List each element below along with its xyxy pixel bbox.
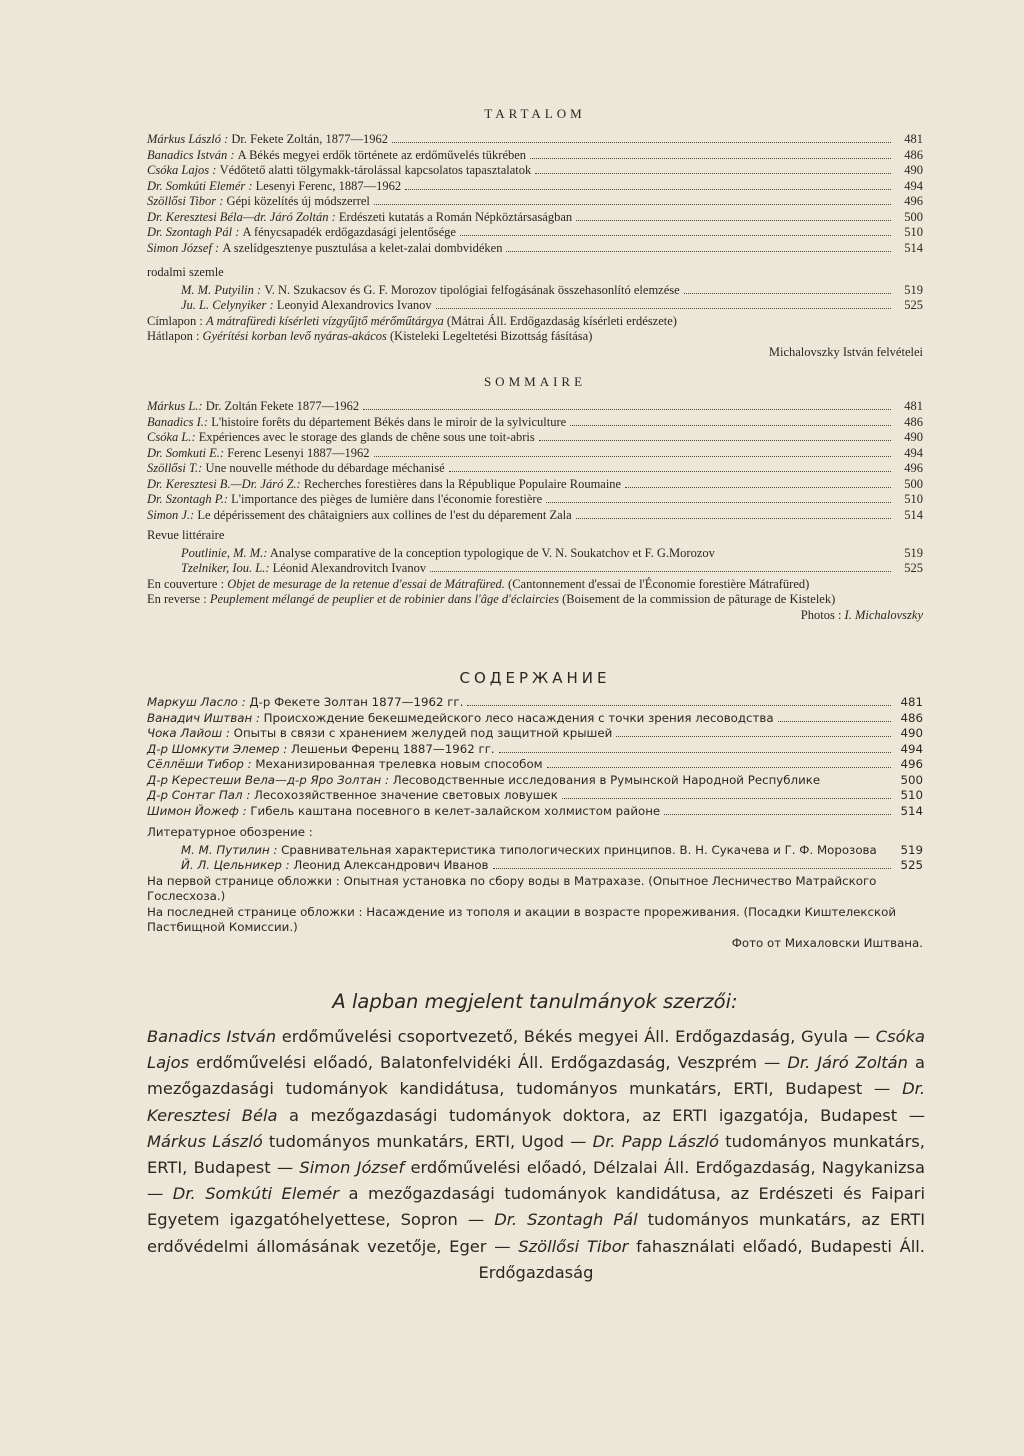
leader-dots <box>430 570 891 572</box>
toc-entry-page: 500 <box>904 209 923 224</box>
soderzhanie-list-b <box>147 788 923 819</box>
leader-dots <box>625 486 891 488</box>
sommaire-review-heading: Revue littéraire <box>147 528 225 542</box>
toc-entry-title: Expériences avec le storage des glands de chêne sous une toit-abris <box>198 430 535 444</box>
toc-entry <box>147 399 923 415</box>
author-name: Szöllősi Tibor <box>518 1236 629 1256</box>
toc-entry <box>147 508 923 524</box>
leader-dots <box>449 470 891 472</box>
toc-entry-title: Erdészeti kutatás a Román Népköztársaságban <box>338 209 573 224</box>
sommaire-list <box>147 399 923 523</box>
soderzhanie-review-1-author: М. М. Путилин : <box>181 842 278 857</box>
leader-dots <box>392 141 891 143</box>
toc-entry-page: 510 <box>904 492 923 506</box>
soderzhanie-item-6-author: Д-р Керестеши Вела—д-р Яро Золтан : <box>147 772 389 787</box>
toc-entry-page: 514 <box>900 803 923 818</box>
sommaire-cover-label: En couverture : <box>147 576 225 591</box>
author-name: Dr. Somkúti Elemér <box>172 1184 339 1204</box>
toc-entry-author: Banadics István : <box>147 147 235 162</box>
toc-entry-author: Márkus László : <box>147 132 229 146</box>
toc-entry-page: 486 <box>904 414 923 429</box>
leader-dots <box>546 501 891 503</box>
toc-entry-page: 481 <box>904 132 923 146</box>
toc-entry <box>147 477 923 493</box>
sommaire-review-1-author: Poutlinie, M. M.: <box>181 545 268 560</box>
toc-entry-author: Ju. L. Celynyiker : <box>181 298 274 312</box>
toc-entry <box>147 711 923 727</box>
tartalom-cover-note <box>147 314 923 330</box>
soderzhanie-review-1-page: 519 <box>900 842 923 857</box>
toc-entry <box>147 179 923 195</box>
toc-entry-page: 494 <box>900 741 923 756</box>
sommaire-review-2-author: Tzelniker, Iou. L.: <box>181 561 270 575</box>
sommaire-heading: SOMMAIRE <box>483 374 587 389</box>
toc-entry <box>147 726 923 742</box>
sommaire-back-note <box>147 592 923 608</box>
toc-entry-author: M. M. Putyilin : <box>181 282 262 297</box>
leader-dots <box>530 157 891 159</box>
toc-entry <box>147 757 923 773</box>
toc-entry-author: Dr. Szontagh P.: <box>147 492 229 506</box>
leader-dots <box>535 172 891 174</box>
toc-entry-author: Dr. Szontagh Pál : <box>147 225 240 239</box>
soderzhanie-cover-note: На первой странице обложки : Опытная установка по сбору воды в Матрахазе. (Опытное Лесничество Матрайского Гослесхоза.) <box>147 873 877 903</box>
leader-dots <box>664 813 891 815</box>
sommaire-review-item-1 <box>147 546 923 562</box>
toc-entry-author: Ванадич Иштван : <box>147 710 260 725</box>
toc-entry-title: Une nouvelle méthode du débardage méchanisé <box>205 461 445 475</box>
toc-entry <box>147 492 923 508</box>
leader-dots <box>363 408 891 410</box>
toc-entry-page: 486 <box>900 710 923 725</box>
toc-entry <box>147 163 923 179</box>
toc-entry-author: Szöllősi T.: <box>147 461 203 475</box>
toc-entry-page: 494 <box>904 178 923 193</box>
authors-heading: A lapban megjelent tanulmányok szerzői: <box>332 990 738 1013</box>
author-name: Simon József <box>299 1158 405 1178</box>
toc-entry-title: Лешеньи Ференц 1887—1962 гг. <box>291 741 495 756</box>
leader-dots <box>547 766 891 768</box>
toc-entry-author: Szöllősi Tibor : <box>147 194 224 208</box>
toc-entry-title: Dr. Fekete Zoltán, 1877—1962 <box>231 132 388 146</box>
toc-entry-title: Le dépérissement des châtaigniers aux collines de l'est du déparement Zala <box>197 507 572 522</box>
sommaire-review-1-text: Analyse comparative de la conception typologique de V. N. Soukatchov et F. G.Morozov <box>269 545 715 560</box>
toc-entry-author: Чока Лайош : <box>147 726 230 740</box>
leader-dots <box>467 704 891 706</box>
soderzhanie-review-2-author: Й. Л. Цельникер : <box>181 858 290 872</box>
toc-entry-title: Гибель каштана посевного в келет-залайском холмистом районе <box>250 803 661 818</box>
soderzhanie-photos: Фото от Михаловски Иштвана. <box>731 935 923 950</box>
sommaire-photos-label: Photos : <box>800 607 842 622</box>
tartalom-review-heading: rodalmi szemle <box>147 265 224 279</box>
leader-dots <box>616 735 891 737</box>
toc-entry-page: 486 <box>904 147 923 162</box>
toc-entry-page: 500 <box>904 476 923 491</box>
sommaire-cover-rest: (Cantonnement d'essai de l'Économie forestière Mátrafüred) <box>508 576 810 591</box>
author-description: erdőművelési csoportvezető, Békés megyei Áll. Erdőgazdaság, Gyula <box>281 1027 849 1046</box>
tartalom-review-list <box>147 283 923 314</box>
toc-entry-title: A szelídgesztenye pusztulása a kelet-zalai dombvidéken <box>222 240 503 255</box>
toc-entry <box>147 461 923 477</box>
toc-entry <box>147 415 923 431</box>
toc-entry-title: Ferenc Lesenyi 1887—1962 <box>227 445 370 460</box>
author-description: a mezőgazdasági tudományok kandidátusa, az Erdészeti és Faipari Egyetem igazgatóhelyettese, Sopron <box>147 1184 925 1230</box>
toc-entry <box>147 241 923 257</box>
leader-dots <box>539 439 891 441</box>
toc-entry-author: Csóka Lajos : <box>147 163 217 177</box>
toc-entry-page: 514 <box>904 507 923 522</box>
author-description: tudományos munkatárs, ERTI, Budapest <box>147 1131 925 1178</box>
leader-dots <box>436 307 891 309</box>
toc-entry-author: Simon József : <box>147 240 220 255</box>
tartalom-back-rest: (Kisteleki Legeltetési Bizottság fásítása) <box>390 329 593 343</box>
soderzhanie-section <box>147 670 923 951</box>
toc-entry-title: Lesenyi Ferenc, 1887—1962 <box>255 178 402 193</box>
soderzhanie-item-6-text: Лесоводственные исследования в Румынской Народной Республике <box>392 772 821 787</box>
sommaire-back-label: En reverse : <box>147 592 207 606</box>
toc-entry-page: 490 <box>904 163 923 177</box>
toc-entry-title: Д-р Фекете Золтан 1877—1962 гг. <box>249 695 464 709</box>
soderzhanie-back-note: На последней странице обложки : Насаждение из тополя и акации в возрасте прореживания. (Посадки Киштелекской Пастбищной Комиссии.) <box>147 904 897 934</box>
toc-entry-title: Védőtető alatti tölgymakk-tárolással kapcsolatos tapasztalatok <box>219 163 532 177</box>
soderzhanie-review-2-title: Леонид Александрович Иванов <box>293 858 489 872</box>
toc-entry <box>147 804 923 820</box>
leader-dots <box>778 720 891 722</box>
sommaire-cover-note <box>147 577 923 593</box>
toc-entry-author: Csóka L.: <box>147 430 196 444</box>
leader-dots <box>460 234 891 236</box>
sommaire-back-italic: Peuplement mélangé de peuplier et de robinier dans l'âge d'éclaircies <box>209 592 559 606</box>
author-name: Dr. Járó Zoltán <box>787 1053 908 1073</box>
author-description: tudományos munkatárs, az ERTI erdővédelmi állomásának vezetője, Eger <box>147 1210 925 1256</box>
toc-entry-author: Dr. Keresztesi Béla—dr. Járó Zoltán : <box>147 209 336 224</box>
author-name: Dr. Keresztesi Béla <box>147 1079 925 1125</box>
leader-dots <box>493 867 892 869</box>
toc-entry-author: Маркуш Ласло : <box>147 695 246 709</box>
soderzhanie-item-6 <box>147 773 923 789</box>
author-name: Márkus László <box>147 1131 263 1151</box>
author-name: Csóka Lajos <box>147 1027 925 1073</box>
author-name: Banadics István <box>147 1027 277 1046</box>
toc-entry-title: Leonyid Alexandrovics Ivanov <box>276 298 432 312</box>
soderzhanie-review-item-2 <box>147 858 923 874</box>
toc-entry-page: 494 <box>904 445 923 460</box>
toc-entry-title: Лесохозяйственное значение световых ловушек <box>254 788 558 802</box>
toc-entry-page: 519 <box>904 282 923 297</box>
toc-entry <box>147 695 923 711</box>
toc-entry <box>147 132 923 148</box>
soderzhanie-review-1-text: Сравнивательная характеристика типологических принципов. В. Н. Сукачева и Г. Ф. Морозова <box>281 842 877 857</box>
tartalom-cover-rest: (Mátrai Áll. Erdőgazdaság kísérleti erdészete) <box>446 313 677 328</box>
toc-entry-page: 481 <box>900 695 923 709</box>
toc-entry-title: V. N. Szukacsov és G. F. Morozov tipológiai felfogásának összehasonlító elemzése <box>264 282 680 297</box>
sommaire-photos-name: I. Michalovszky <box>844 607 923 622</box>
toc-entry <box>147 148 923 164</box>
leader-dots <box>499 751 891 753</box>
toc-entry-title: Механизированная трелевка новым способом <box>255 757 543 771</box>
toc-entry-title: Опыты в связи с хранением желудей под защитной крышей <box>233 726 613 740</box>
leader-dots <box>576 517 891 519</box>
toc-entry-page: 525 <box>904 298 923 312</box>
toc-entry <box>147 225 923 241</box>
leader-dots <box>576 219 891 221</box>
toc-entry-author: Д-р Шомкути Элемер : <box>147 741 288 756</box>
sommaire-review-item-2 <box>147 561 923 577</box>
toc-entry-title: A Békés megyei erdők története az erdőművelés tükrében <box>237 147 527 162</box>
toc-entry-author: Dr. Keresztesi B.—Dr. Járó Z.: <box>147 476 301 491</box>
author-name: Dr. Papp László <box>592 1131 719 1151</box>
sommaire-review-2-page: 525 <box>904 561 923 575</box>
toc-entry <box>147 446 923 462</box>
toc-entry <box>181 298 923 314</box>
leader-dots <box>374 455 891 457</box>
toc-entry-author: Шимон Йожеф : <box>147 803 247 818</box>
sommaire-back-rest: (Boisement de la commission de pâturage de Kistelek) <box>562 592 836 606</box>
sommaire-review-1-page: 519 <box>904 545 923 560</box>
leader-dots <box>562 797 891 799</box>
author-description: fahasználati előadó, Budapesti Áll. Erdőgazdaság <box>478 1236 925 1282</box>
tartalom-back-label: Hátlapon : <box>147 329 200 343</box>
soderzhanie-item-6-page: 500 <box>900 772 923 787</box>
toc-entry-title: A fénycsapadék erdőgazdasági jelentősége <box>242 225 456 239</box>
toc-entry-page: 496 <box>904 194 923 208</box>
toc-entry-author: Сёллёши Тибор : <box>147 757 252 771</box>
tartalom-section <box>147 106 923 360</box>
toc-entry-author: Dr. Somkúti Elemér : <box>147 178 253 193</box>
toc-entry <box>147 742 923 758</box>
tartalom-cover-italic: A mátrafüredi kísérleti vízgyűjtő mérőműtárgya <box>206 313 444 328</box>
toc-entry <box>147 210 923 226</box>
toc-entry-title: Recherches forestières dans la République Populaire Roumaine <box>303 476 622 491</box>
soderzhanie-review-heading: Литературное обозрение : <box>147 825 313 839</box>
author-description: erdőművelési előadó, Balatonfelvidéki Áll. Erdőgazdaság, Veszprém <box>196 1053 758 1073</box>
toc-entry-title: Gépi közelítés új módszerrel <box>226 194 370 208</box>
toc-entry-page: 510 <box>904 225 923 239</box>
toc-entry-page: 490 <box>904 430 923 444</box>
toc-entry <box>181 283 923 299</box>
author-description: tudományos munkatárs, ERTI, Ugod <box>268 1131 564 1151</box>
toc-entry-author: Simon J.: <box>147 507 195 522</box>
toc-entry-page: 510 <box>900 788 923 802</box>
toc-entry <box>147 788 923 804</box>
sommaire-section <box>147 374 923 623</box>
toc-entry <box>147 430 923 446</box>
toc-entry <box>147 194 923 210</box>
toc-entry-page: 496 <box>900 757 923 771</box>
toc-entry-title: L'importance des pièges de lumière dans l'économie forestière <box>231 492 543 506</box>
toc-entry-title: Dr. Zoltán Fekete 1877—1962 <box>205 399 360 413</box>
toc-entry-page: 481 <box>904 399 923 413</box>
toc-entry-author: Banadics I.: <box>147 414 209 429</box>
leader-dots <box>570 424 891 426</box>
leader-dots <box>405 188 891 190</box>
tartalom-back-italic: Gyérítési korban levő nyáras-akácos <box>202 329 387 343</box>
author-description: erdőművelési előadó, Délzalai Áll. Erdőgazdaság, Nagykanizsa <box>410 1158 925 1178</box>
leader-dots <box>506 250 891 252</box>
toc-entry-author: Márkus L.: <box>147 399 203 413</box>
authors-paragraph: Banadics István erdőművelési csoportvezető, Békés megyei Áll. Erdőgazdaság, Gyula — Csóka Lajos erdőművelési előadó, Balatonfelvidéki Áll. Erdőgazdaság, Veszprém — Dr. Járó Zoltán a mezőgazdasági tudományok kandidátusa, tudományos munkatárs, ERTI, Budapest — Dr. Keresztesi Béla a mezőgazdasági tudományok doktora, az ERTI igazgatója, Budapest — Márkus László tudományos munkatárs, ERTI, Ugod — Dr. Papp László tudományos munkatárs, ERTI, Budapest — Simon József erdőművelési előadó, Délzalai Áll. Erdőgazdaság, Nagykanizsa — Dr. Somkúti Elemér a mezőgazdasági tudományok kandidátusa, az Erdészeti és Faipari Egyetem igazgatóhelyettese, Sopron — Dr. Szontagh Pál tudományos munkatárs, az ERTI erdővédelmi állomásának vezetője, Eger — Szöllősi Tibor fahasználati előadó, Budapesti Áll. Erdőgazdaság <box>147 1027 925 1282</box>
soderzhanie-heading: СОДЕРЖАНИЕ <box>459 669 611 687</box>
toc-entry-title: L'histoire forêts du département Békés dans le miroir de la sylviculture <box>211 414 567 429</box>
author-description: a mezőgazdasági tudományok doktora, az ERTI igazgatója, Budapest <box>289 1105 898 1125</box>
tartalom-back-note <box>147 329 923 345</box>
toc-entry-page: 496 <box>904 461 923 475</box>
author-description: a mezőgazdasági tudományok kandidátusa, tudományos munkatárs, ERTI, Budapest <box>147 1053 925 1099</box>
tartalom-photos: Michalovszky István felvételei <box>768 344 923 359</box>
toc-entry-page: 490 <box>900 726 923 740</box>
soderzhanie-review-2-page: 525 <box>900 858 923 872</box>
tartalom-list <box>147 132 923 256</box>
sommaire-cover-italic: Objet de mesurage de la retenue d'essai de Mátrafüred. <box>227 576 505 591</box>
leader-dots <box>374 203 891 205</box>
toc-entry-title: Происхождение бекешмедейского лесо насаждения с точки зрения лесоводства <box>263 710 774 725</box>
soderzhanie-review-item-1 <box>147 843 923 859</box>
tartalom-heading: TARTALOM <box>484 106 586 121</box>
tartalom-cover-label: Címlapon : <box>147 313 203 328</box>
toc-entry-page: 514 <box>904 240 923 255</box>
toc-entry-author: Dr. Somkuti E.: <box>147 445 225 460</box>
leader-dots <box>684 292 891 294</box>
soderzhanie-list <box>147 695 923 773</box>
author-name: Dr. Szontagh Pál <box>494 1210 638 1230</box>
sommaire-review-2-title: Léonid Alexandrovitch Ivanov <box>272 561 427 575</box>
toc-entry-author: Д-р Сонтаг Пал : <box>147 788 251 802</box>
sommaire-photos <box>147 608 923 624</box>
